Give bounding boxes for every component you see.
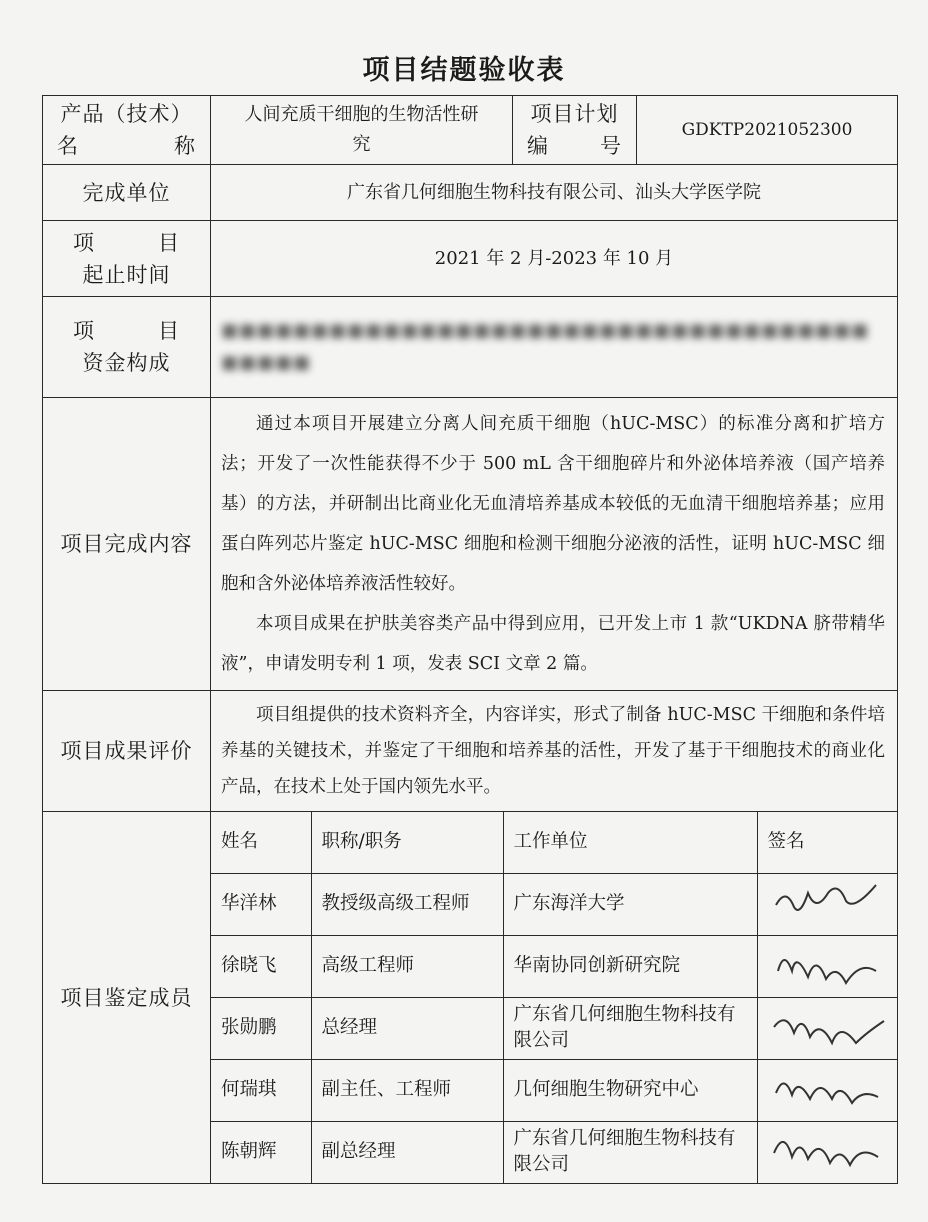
member-row [211,1059,898,1121]
evaluation-paragraph: 项目组提供的技术资料齐全，内容详实，形式了制备 hUC-MSC 干细胞和条件培养基的关键技术，并鉴定了干细胞和培养基的活性，开发了基于干细胞技术的商业化产品，在技术上处于国内领先水平。 [221,705,885,797]
funding-label-line2: 资金构成 [82,351,171,375]
member-org: 几何细胞生物研究中心 [503,1059,757,1121]
header-title: 职称/职务 [311,812,503,873]
member-row [211,935,898,997]
product-label-line1: 产品（技术） [60,102,193,126]
header-name: 姓名 [221,831,259,853]
funding-label-char-a: 项 [73,319,95,343]
plan-label-char-a: 编 [527,134,549,158]
evaluation-value [211,691,898,812]
product-label-char-b: 称 [174,134,196,158]
product-row [43,96,898,165]
content-paragraph-2: 本项目成果在护肤美容类产品中得到应用，已开发上市 1 款“UKDNA 脐带精华液”，申请发明专利 1 项，发表 SCI 文章 2 篇。 [221,614,885,674]
member-org: 广东海洋大学 [503,873,757,935]
handwritten-signature [768,999,888,1049]
content-label: 项目完成内容 [43,398,211,691]
period-label-line2: 起止时间 [82,262,171,287]
product-value-line1: 人间充质干细胞的生物活性研 [244,104,479,125]
header-org: 工作单位 [503,812,757,873]
member-signature [757,1121,898,1183]
content-row [43,398,898,691]
product-name-label [43,96,211,165]
member-title: 总经理 [311,997,503,1059]
content-value [211,398,898,691]
period-label [43,221,211,297]
handwritten-signature [768,1123,888,1173]
committee-row [43,812,898,1184]
period-label-char-b: 目 [158,230,180,255]
member-signature [757,1059,898,1121]
member-name: 徐晓飞 [211,935,311,997]
funding-value-redacted [211,297,898,398]
plan-number-label [513,96,637,165]
committee-members-table [211,812,898,1183]
product-name-value [211,96,513,165]
evaluation-label: 项目成果评价 [43,691,211,812]
plan-label-line1: 项目计划 [530,102,619,126]
handwritten-signature [768,937,888,987]
unit-label: 完成单位 [43,165,211,221]
committee-cell [211,812,898,1184]
product-value-line2: 究 [352,134,371,155]
member-name: 华洋林 [211,873,311,935]
member-name: 陈朝辉 [211,1121,311,1183]
period-value: 2021 年 2 月-2023 年 10 月 [211,221,898,297]
member-name: 张勋鹏 [211,997,311,1059]
member-title: 教授级高级工程师 [311,873,503,935]
header-signature: 签名 [757,812,898,873]
handwritten-signature [768,875,888,925]
handwritten-signature [768,1061,888,1111]
member-row [211,997,898,1059]
unit-row [43,165,898,221]
acceptance-form-table [42,95,898,1184]
committee-label: 项目鉴定成员 [43,812,211,1184]
period-row [43,221,898,297]
unit-value: 广东省几何细胞生物科技有限公司、汕头大学医学院 [211,165,898,221]
funding-row [43,297,898,398]
member-signature [757,997,898,1059]
member-signature [757,873,898,935]
member-row [211,873,898,935]
funding-label [43,297,211,398]
member-org: 华南协同创新研究院 [503,935,757,997]
member-name: 何瑞琪 [211,1059,311,1121]
product-label-char-a: 名 [57,134,79,158]
page-title: 项目结题验收表 [362,55,566,86]
member-signature [757,935,898,997]
evaluation-row [43,691,898,812]
member-org: 广东省几何细胞生物科技有限公司 [503,997,757,1059]
member-title: 高级工程师 [311,935,503,997]
period-label-char-a: 项 [73,230,95,255]
member-org: 广东省几何细胞生物科技有限公司 [503,1121,757,1183]
funding-label-char-b: 目 [158,319,180,343]
members-header-row [211,812,898,873]
redacted-text: ■■■■■■■■■■■■■■■■■■■■■■■■■■■■■■■■■■■■ ■■■■■ [221,320,870,373]
plan-number-value: GDKTP2021052300 [637,96,898,165]
content-paragraph-1: 通过本项目开展建立分离人间充质干细胞（hUC-MSC）的标准分离和扩培方法；开发了一次性能获得不少于 500 mL 含干细胞碎片和外泌体培养液（国产培养基）的方法，并研制出比商业化无血清培养基成本较低的无血清干细胞培养基；应用蛋白阵列芯片鉴定 hUC-MSC 细胞和检测干细胞分泌液的活性，证明 hUC-MSC 细胞和含外泌体培养液活性较好。 [221,414,885,594]
member-row [211,1121,898,1183]
member-title: 副主任、工程师 [311,1059,503,1121]
member-title: 副总经理 [311,1121,503,1183]
plan-label-char-b: 号 [600,134,622,158]
